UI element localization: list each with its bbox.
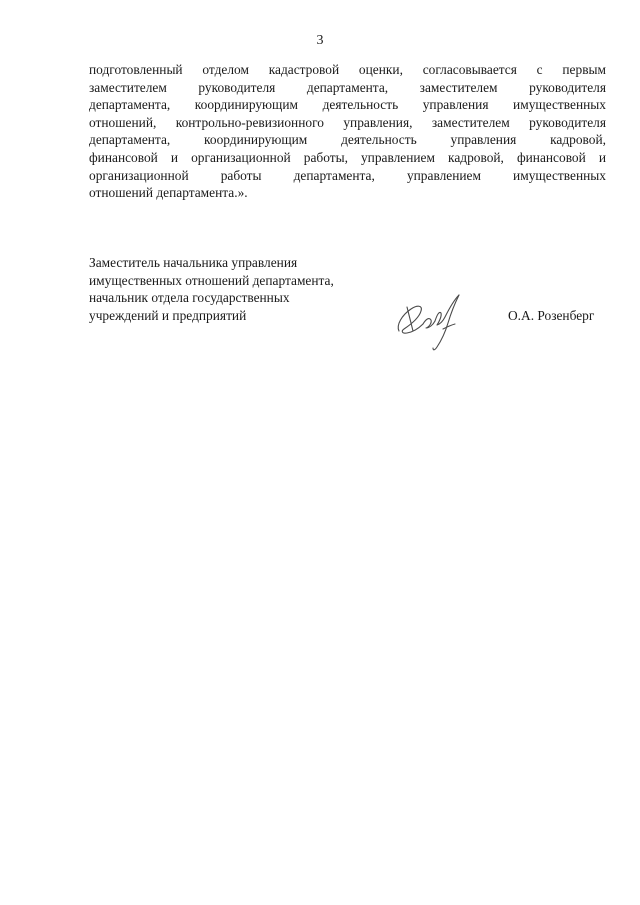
body-line: департамента, координирующим деятельность управления кадровой,: [89, 132, 606, 148]
body-line: отношений, контрольно-ревизионного управления, заместителем руководителя: [89, 114, 606, 130]
body-paragraph: [89, 61, 606, 202]
signer-position-line: учреждений и предприятий: [89, 307, 247, 323]
body-line: организационной работы департамента, управлением имущественных: [89, 167, 606, 183]
signer-position-line: имущественных отношений департамента,: [89, 272, 334, 288]
body-line: подготовленный отделом кадастровой оценки, согласовывается с первым: [89, 62, 606, 77]
body-line: департамента, координирующим деятельность управления имущественных: [89, 97, 606, 113]
body-line: заместителем руководителя департамента, заместителем руководителя: [89, 79, 606, 95]
handwritten-signature: [393, 291, 467, 353]
body-line: отношений департамента.».: [89, 185, 248, 201]
body-line: финансовой и организационной работы, управлением кадровой, финансовой и: [89, 149, 606, 165]
signer-position: [89, 254, 389, 324]
signer-position-line: Заместитель начальника управления: [89, 255, 298, 270]
page-number: 3: [316, 33, 324, 48]
signer-position-line: начальник отдела государственных: [89, 290, 290, 306]
signer-name: О.А. Розенберг: [508, 308, 595, 323]
signature-block: [89, 254, 609, 354]
